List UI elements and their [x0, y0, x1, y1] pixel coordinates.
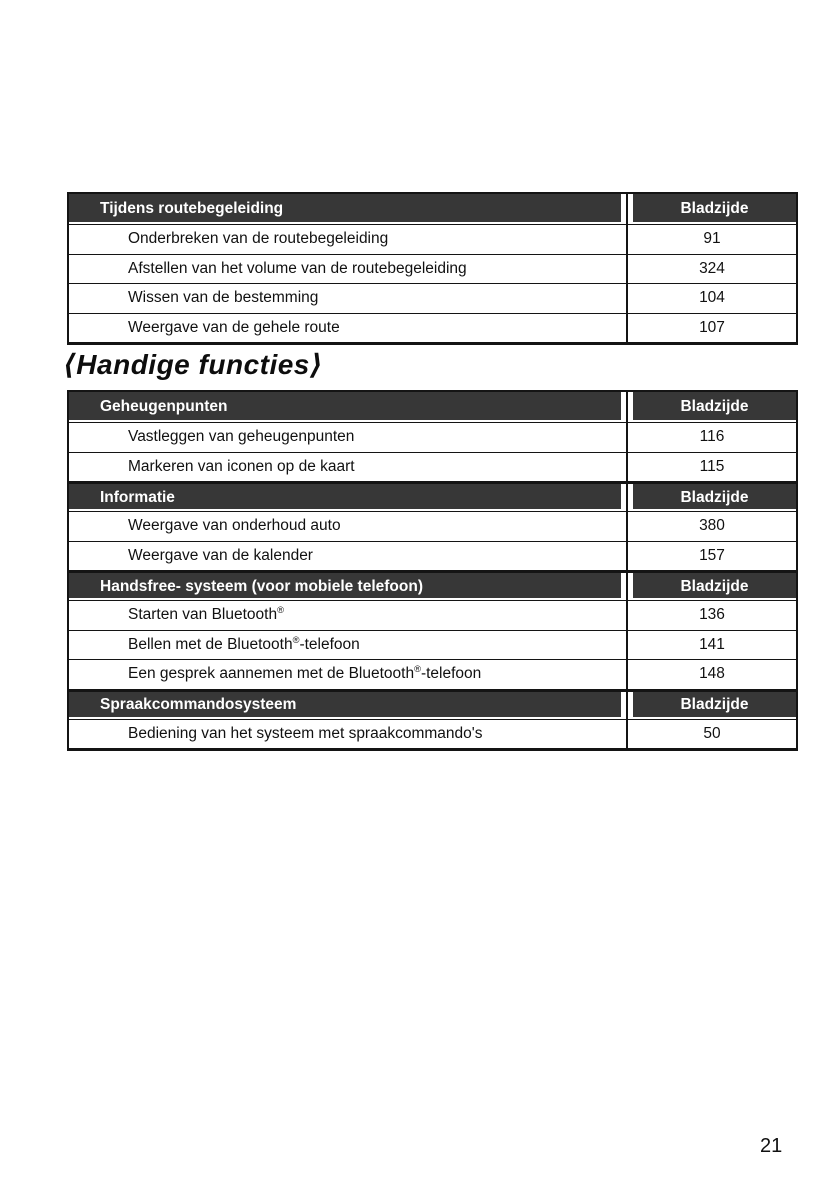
toc-entry-label: Wissen van de bestemming [128, 289, 319, 307]
toc-entry-page: 324 [699, 259, 725, 277]
section-header-cell [69, 392, 621, 422]
column-divider [626, 392, 628, 422]
table-row [69, 452, 796, 482]
page-column-header-label: Bladzijde [680, 488, 749, 506]
toc-entry-label: Markeren van iconen op de kaart [128, 457, 355, 475]
column-divider [626, 692, 628, 719]
toc-entry-page: 136 [699, 606, 725, 624]
table-section-header-row [69, 392, 796, 422]
section-header-label: Geheugenpunten [100, 398, 228, 415]
table-row [69, 511, 796, 541]
column-divider [626, 484, 628, 511]
toc-entry-label: Een gesprek aannemen met de Bluetooth®-telefoon [128, 664, 482, 683]
table-row [69, 719, 796, 749]
toc-entry-page: 157 [699, 546, 725, 564]
section-header-label: Spraakcommandosysteem [100, 696, 297, 713]
page-column-header-label: Bladzijde [680, 696, 749, 713]
page-column-header-cell [633, 692, 796, 719]
toc-entry-label: Onderbreken van de routebegeleiding [128, 230, 389, 248]
table-section-header-row [69, 481, 796, 511]
section-header-cell [69, 573, 621, 600]
table-section-header-row [69, 570, 796, 600]
section-header-cell [69, 194, 621, 224]
page-column-header-label: Bladzijde [680, 398, 749, 415]
table-row [69, 254, 796, 284]
toc-entry-label: Bediening van het systeem met spraakcommando's [128, 724, 483, 742]
section-header-cell [69, 692, 621, 719]
table-section-header-row [69, 194, 796, 224]
column-divider [626, 573, 628, 600]
toc-entry-label: Vastleggen van geheugenpunten [128, 428, 355, 446]
toc-entry-page: 50 [703, 724, 721, 742]
toc-entry-page: 107 [699, 318, 725, 336]
toc-entry-page: 148 [699, 665, 725, 683]
toc-entry-label: Bellen met de Bluetooth®-telefoon [128, 634, 360, 653]
table-row [69, 422, 796, 452]
toc-entry-label: Afstellen van het volume van de routebegeleiding [128, 259, 467, 277]
toc-entry-page: 116 [699, 428, 725, 446]
route-guidance-toc-table [67, 192, 798, 345]
toc-entry-page: 141 [699, 635, 725, 653]
toc-entry-page: 104 [699, 289, 725, 307]
section-heading: ⟨Handige functies⟩ [63, 349, 324, 380]
table-row [69, 630, 796, 660]
table-row [69, 224, 796, 254]
page-column-header-label: Bladzijde [680, 200, 749, 217]
toc-entry-label: Weergave van de kalender [128, 546, 313, 564]
toc-entry-page: 380 [699, 517, 725, 535]
page-column-header-cell [633, 194, 796, 224]
table-row [69, 659, 796, 689]
section-header-cell [69, 484, 621, 511]
toc-entry-label: Starten van Bluetooth® [128, 605, 284, 624]
page-column-header-label: Bladzijde [680, 577, 749, 595]
toc-entry-page: 115 [699, 457, 725, 475]
page-column-header-cell [633, 573, 796, 600]
toc-entry-label: Weergave van onderhoud auto [128, 517, 341, 535]
page-number: 21 [760, 1135, 783, 1157]
column-divider [626, 194, 628, 224]
table-row [69, 600, 796, 630]
section-header-label: Handsfree- systeem (voor mobiele telefoon) [100, 577, 423, 595]
page-column-header-cell [633, 392, 796, 422]
section-header-label: Tijdens routebegeleiding [100, 200, 284, 217]
section-header-label: Informatie [100, 488, 175, 506]
page-column-header-cell [633, 484, 796, 511]
table-row [69, 541, 796, 571]
handy-functions-toc-table [67, 390, 798, 751]
toc-entry-label: Weergave van de gehele route [128, 318, 340, 336]
table-section-header-row [69, 689, 796, 719]
table-row [69, 283, 796, 313]
table-row [69, 313, 796, 343]
toc-entry-page: 91 [703, 230, 721, 248]
